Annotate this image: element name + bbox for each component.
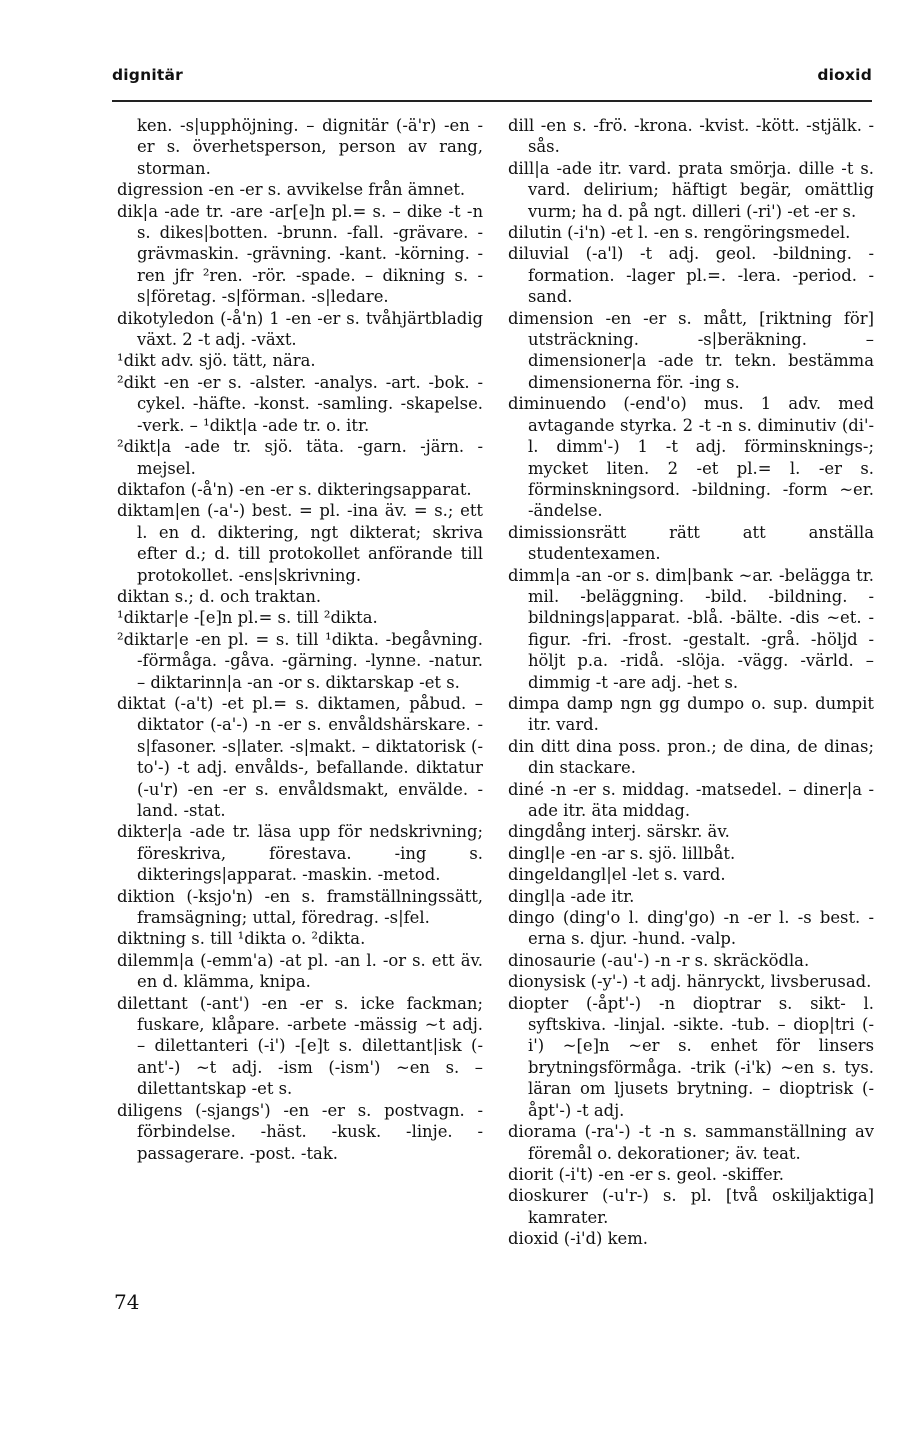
dictionary-entry: diopter (-åpt'-) -n dioptrar s. sikt- l. syftskiva. -linjal. -sikte. -tub. – diop|tri (-i') ~[e]n ~er s. enhet för linsers brytningsförmåga. -trik (-i'k) ~en s. tys. läran om ljusets brytning. – dioptrisk (-åpt'-) -t adj.: [508, 993, 874, 1120]
dictionary-entry: ²dikt -en -er s. -alster. -analys. -art. -bok. -cykel. -häfte. -konst. -samling. -skapelse. -verk. – ¹dikt|a -ade tr. o. itr.: [117, 372, 483, 435]
dictionary-entry: diné -n -er s. middag. -matsedel. – diner|a -ade itr. äta middag.: [508, 779, 874, 820]
dictionary-entry: ¹diktar|e -[e]n pl.= s. till ²dikta.: [117, 608, 378, 628]
dictionary-entry: dingdång interj. särskr. äv.: [508, 822, 730, 842]
dictionary-entry: dikter|a -ade tr. läsa upp för nedskrivning; föreskriva, förestava. -ing s. dikterings|apparat. -maskin. -metod.: [117, 822, 483, 885]
dictionary-entry: dioxid (-i'd) kem.: [508, 1229, 648, 1249]
running-head-left: dignitär: [112, 66, 183, 84]
running-head-right: dioxid: [817, 66, 872, 84]
dictionary-entry: dilettant (-ant') -en -er s. icke fackman; fuskare, klåpare. -arbete -mässig ~t adj. – dilettanteri (-i') -[e]t s. dilettant|isk (-ant'-) ~t adj. -ism (-ism') ~en s. – dilettantskap -et s.: [117, 993, 483, 1099]
dictionary-entry: dinosaurie (-au'-) -n -r s. skräcködla.: [508, 950, 810, 970]
dictionary-entry: dimissionsrätt rätt att anställa studentexamen.: [508, 522, 874, 564]
dictionary-entry: dingl|e -en -ar s. sjö. lillbåt.: [508, 843, 736, 863]
page-number: 74: [114, 1290, 140, 1314]
dictionary-entry: diktat (-a't) -et pl.= s. diktamen, påbud. – diktator (-a'-) -n -er s. envåldshärskare. -s|fasoner. -s|later. -s|makt. – diktatorisk (-to'-) -t adj. envålds-, befallande. diktatur (-u'r) -en -er s. envåldsmakt, envälde. -land. -stat.: [117, 693, 483, 820]
dictionary-entry: dingl|a -ade itr.: [508, 886, 635, 906]
dictionary-entry: ¹dikt adv. sjö. tätt, nära.: [117, 351, 316, 371]
dictionary-entry: diktion (-ksjo'n) -en s. framställningssätt, framsägning; uttal, föredrag. -s|fel.: [117, 886, 483, 928]
dictionary-entry: dilemm|a (-emm'a) -at pl. -an l. -or s. ett äv. en d. klämma, knipa.: [117, 950, 483, 992]
dictionary-entry: ²dikt|a -ade tr. sjö. täta. -garn. -järn. -mejsel.: [117, 437, 483, 478]
dictionary-entry: diorit (-i't) -en -er s. geol. -skiffer.: [508, 1164, 784, 1184]
right-column: [508, 115, 874, 1250]
dictionary-entry: diminuendo (-end'o) mus. 1 adv. med avtagande styrka. 2 -t -n s. diminutiv (di'- l. dimm'-) 1 -t adj. förminsknings-; mycket liten. 2 -et pl.= l. -er s. förminskningsord. -bildning. -form ~er. -ändelse.: [508, 394, 874, 521]
dictionary-entry: dingo (ding'o l. ding'go) -n -er l. -s best. -erna s. djur. -hund. -valp.: [508, 908, 874, 949]
dictionary-entry: diluvial (-a'l) -t adj. geol. -bildning. -formation. -lager pl.=. -lera. -period. -sand.: [508, 244, 874, 307]
dictionary-entry: dioskurer (-u'r-) s. pl. [två oskiljaktiga] kamrater.: [508, 1186, 874, 1227]
dictionary-entry: dik|a -ade tr. -are -ar[e]n pl.= s. – dike -t -n s. dikes|botten. -brunn. -fall. -grävare. -grävmaskin. -grävning. -kant. -körning. -ren jfr ²ren. -rör. -spade. – dikning s. -s|företag. -s|förman. -s|ledare.: [117, 201, 483, 307]
dictionary-entry: dionysisk (-y'-) -t adj. hänryckt, livsberusad.: [508, 972, 872, 992]
dictionary-entry: din ditt dina poss. pron.; de dina, de dinas; din stackare.: [508, 736, 874, 778]
dictionary-entry: diorama (-ra'-) -t -n s. sammanställning av föremål o. dekorationer; äv. teat.: [508, 1122, 874, 1163]
dictionary-entry: dill|a -ade itr. vard. prata smörja. dille -t s. vard. delirium; häftigt begär, omättlig vurm; ha d. på ngt. dilleri (-ri') -et -er s.: [508, 158, 874, 221]
dictionary-entry: dimm|a -an -or s. dim|bank ~ar. -belägga tr. mil. -beläggning. -bild. -bildning. -bildnings|apparat. -blå. -bälte. -dis ~et. -figur. -fri. -frost. -gestalt. -grå. -höljd -höljt p.a. -ridå. -slöja. -vägg. -värld. – dimmig -t -are adj. -het s.: [508, 565, 874, 692]
header-rule: [112, 100, 872, 102]
left-column: [117, 115, 483, 1164]
dictionary-entry: dilutin (-i'n) -et l. -en s. rengöringsmedel.: [508, 223, 851, 243]
dictionary-entry: ²diktar|e -en pl. = s. till ¹dikta. -begåvning. -förmåga. -gåva. -gärning. -lynne. -natur. – diktarinn|a -an -or s. diktarskap -et s.: [117, 629, 483, 692]
dictionary-entry: dimpa damp ngn gg dumpo o. sup. dumpit itr. vard.: [508, 693, 874, 735]
dictionary-entry: diktning s. till ¹dikta o. ²dikta.: [117, 929, 366, 949]
dictionary-entry: ken. -s|upphöjning. – dignitär (-ä'r) -en -er s. överhetsperson, person av rang, storman.: [137, 116, 483, 178]
dictionary-entry: dimension -en -er s. mått, [riktning för] utsträckning. -s|beräkning. – dimensioner|a -ade tr. tekn. bestämma dimensionerna för. -ing s.: [508, 308, 874, 392]
dictionary-entry: diktam|en (-a'-) best. = pl. -ina äv. = s.; ett l. en d. diktering, ngt dikterat; skriva efter d.; d. till protokollet anförande till protokollet. -ens|skrivning.: [117, 501, 483, 585]
dictionary-entry: dill -en s. -frö. -krona. -kvist. -kött. -stjälk. -sås.: [508, 116, 874, 157]
dictionary-entry: digression -en -er s. avvikelse från ämnet.: [117, 180, 466, 200]
dictionary-entry: dingeldangl|el -let s. vard.: [508, 865, 726, 885]
dictionary-entry: diligens (-sjangs') -en -er s. postvagn. -förbindelse. -häst. -kusk. -linje. -passagerare. -post. -tak.: [117, 1100, 483, 1163]
dictionary-entry: diktan s.; d. och traktan.: [117, 586, 322, 606]
dictionary-entry: diktafon (-å'n) -en -er s. dikteringsapparat.: [117, 479, 472, 499]
dictionary-entry: dikotyledon (-å'n) 1 -en -er s. tvåhjärtbladig växt. 2 -t adj. -växt.: [117, 308, 483, 350]
